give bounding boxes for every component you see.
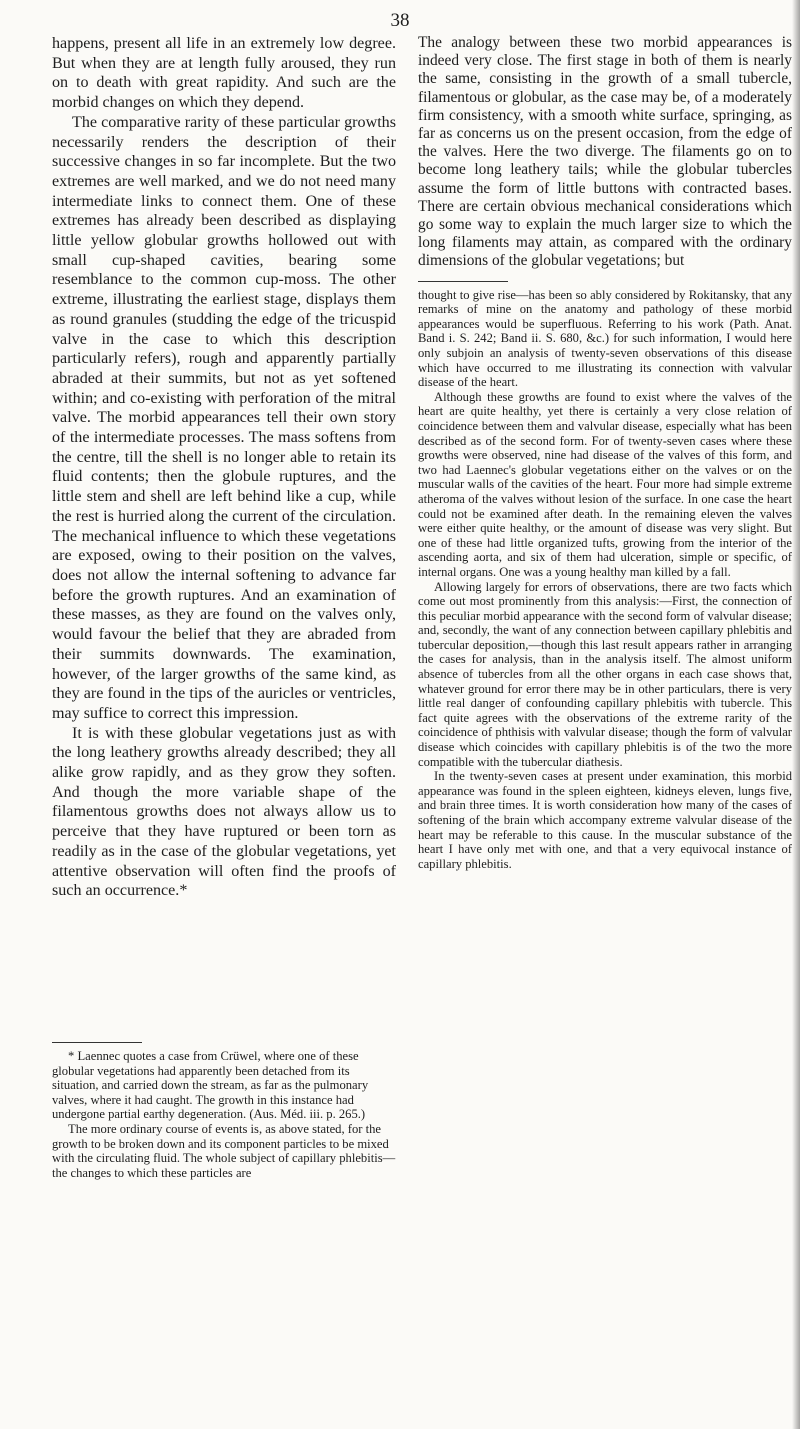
body-paragraph: happens, present all life in an extremely low degree. But when they are at length fully aroused, they run on to death with great rapidity. And such are the morbid changes on which they depend.: [52, 35, 396, 112]
left-column: [52, 34, 396, 901]
page-number: 38: [390, 10, 410, 31]
footnote: In the twenty-seven cases at present under examination, this morbid appearance was found in the spleen eighteen, kidneys eleven, lungs five, and brain three times. It is worth consideration how many of the cases of softening of the brain which accompany extreme valvular disease of the heart may be referable to this cause. In the muscular substance of the heart I have only met with one, and that a very equivocal instance of capillary phlebitis.: [418, 769, 792, 871]
footnote: * Laennec quotes a case from Crüwel, where one of these globular vegetations had apparently been detached from its situation, and carried down the stream, as far as the pulmonary valves, where it had caught. The growth in this instance had undergone partial earthy degeneration. (Aus. Méd. iii. p. 265.): [52, 1049, 369, 1122]
body-paragraph: It is with these globular vegetations just as with the long leathery growths already described; they all alike grow rapidly, and as they grow they soften. And though the more variable shape of the filamentous growths does not always allow us to perceive that they have ruptured or been torn as readily as in the case of the globular vegetations, yet attentive observation will often find the proofs of such an occurrence.*: [52, 724, 396, 900]
footnote: The more ordinary course of events is, as above stated, for the growth to be broken down and its component particles to be mixed with the circulating fluid. The whole subject of capillary phlebitis—the changes to which these particles are: [52, 1121, 396, 1180]
footnote-rule: [52, 1042, 142, 1043]
footnote-rule: [418, 281, 508, 282]
left-footnotes: [52, 1032, 396, 1180]
footnote: thought to give rise—has been so ably considered by Rokitansky, that any remarks of mine on the anatomy and pathology of these morbid appearances would be superfluous. Referring to his work (Path. Anat. Band i. S. 242; Band ii. S. 680, &c.) for such information, I would here only subjoin an analysis of twenty-seven observations of this disease which have occurred to me illustrating its connection with valvular disease of the heart.: [418, 287, 792, 390]
right-column: [418, 34, 792, 871]
page-edge-shadow: [792, 0, 800, 1429]
body-paragraph: The analogy between these two morbid appearances is indeed very close. The first stage in both of them is nearly the same, consisting in the growth of a small tubercle, filamentous or globular, as the case may be, of a moderately firm consistency, with a smooth white surface, springing, as far as concerns us on the present occasion, from the edge of the valves. Here the two diverge. The filaments go on to become long leathery tails; while the globular tubercles assume the form of little buttons with contracted bases. There are certain obvious mechanical considerations which go some way to explain the much larger size to which the long filaments may attain, as compared with the ordinary dimensions of the globular vegetations; but: [418, 34, 792, 270]
footnote: Although these growths are found to exist where the valves of the heart are quite healthy, yet there is certainly a very close relation of coincidence between them and valvular disease, especially what has been described as of the second form. For of twenty-seven cases where these growths were observed, nine had disease of the valves of this form, and two had Laennec's globular vegetations either on the valves or on the muscular walls of the cavities of the heart. Four more had simple extreme atheroma of the valves without lesion of the surface. In one case the heart could not be examined after death. In the remaining eleven the valves were either quite healthy, or the amount of disease was very slight. But one of these had little organized tufts, growing from the interior of the ascending aorta, and six of them had ulceration, simple or specific, of internal organs. One was a young healthy man killed by a fall.: [418, 389, 792, 579]
footnote: Allowing largely for errors of observations, there are two facts which come out most prominently from this analysis:—First, the connection of this peculiar morbid appearance with the second form of valvular disease; and, secondly, the want of any connection between capillary phlebitis and tubercular deposition,—though this last result appears rather in arranging the cases for analysis, than in the analysis itself. The almost uniform absence of tubercles from all the other organs in each case shows that, whatever ground for error there may be in other particulars, there is very little real danger of confounding capillary phlebitis with tubercle. This fact quite agrees with the observations of the extreme rarity of the coincidence of phthisis with valvular disease; though the form of valvular disease which coincides with capillary phlebitis is of the two the more compatible with the tubercular diathesis.: [418, 579, 792, 769]
body-paragraph: The comparative rarity of these particular growths necessarily renders the description of their successive changes in so far incomplete. But the two extremes are well marked, and we do not need many intermediate links to connect them. One of these extremes has already been described as displaying little yellow globular growths hollowed out with small cup-shaped cavities, bearing some resemblance to the common cup-moss. The other extreme, illustrating the earliest stage, displays them as round granules (studding the edge of the tricuspid valve in the case to which this description particularly refers), rough and apparently partially abraded at their summits, but not as yet softened within; and co-existing with perforation of the mitral valve. The morbid appearances tell their own story of the intermediate processes. The mass softens from the centre, till the shell is no longer able to retain its fluid contents; then the globule ruptures, and the little stem and shell are left behind like a cup, while the rest is hurried along the current of the circulation. The mechanical influence to which these vegetations are exposed, owing to their position on the valves, does not allow the internal softening to advance far before the growth ruptures. And an examination of these masses, as they are found on the valves only, would favour the belief that they are abraded from their summits downwards. The examination, however, of the larger growths of the same kind, as they are found in the tips of the auricles or ventricles, may suffice to correct this impression.: [52, 113, 396, 722]
